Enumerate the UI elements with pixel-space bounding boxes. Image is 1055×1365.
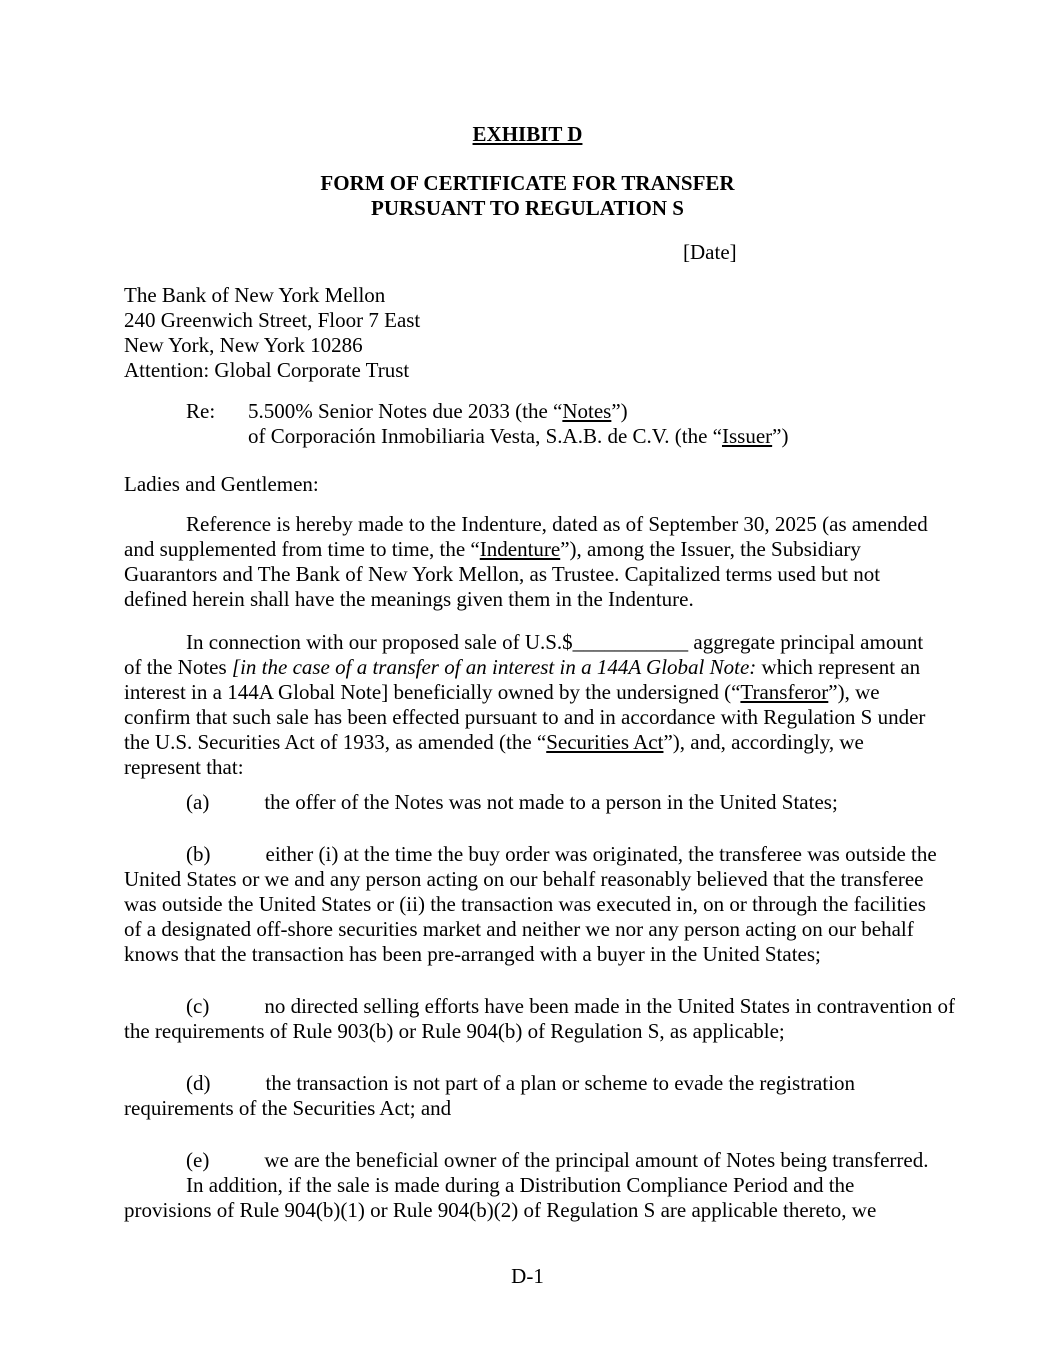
text-segment: Guarantors and The Bank of New York Mellon, as Trustee. Capitalized terms used but not [124, 562, 881, 586]
text-segment: (a) [186, 790, 210, 814]
text-segment: In addition, if the sale is made during a Distribution Compliance Period and the [186, 1173, 855, 1197]
form-title-line1: FORM OF CERTIFICATE FOR TRANSFER [320, 171, 735, 195]
list-item-b [124, 842, 1055, 967]
text-segment: the transaction is not part of a plan or scheme to evade the registration [265, 1071, 856, 1095]
text-segment: ”), we [828, 680, 880, 704]
form-title [124, 171, 931, 221]
form-title-line2: PURSUANT TO REGULATION S [371, 196, 684, 220]
text-segment: confirm that such sale has been effected pursuant to and in accordance with Regulation S under [124, 705, 926, 729]
text-segment: (c) [186, 994, 210, 1018]
address-line: 240 Greenwich Street, Floor 7 East [124, 308, 421, 332]
re-label: Re: [186, 399, 216, 423]
text-segment: Reference is hereby made to the Indenture, dated as of September 30, 2025 (as amended [186, 512, 928, 536]
text-segment: Securities Act [546, 730, 664, 754]
date-placeholder: [Date] [683, 240, 737, 264]
text-segment: requirements of the Securities Act; and [124, 1096, 452, 1120]
recipient-address [124, 283, 1055, 383]
text-segment: defined herein shall have the meanings given them in the Indenture. [124, 587, 694, 611]
exhibit-title: EXHIBIT D [472, 122, 583, 146]
text-segment: the U.S. Securities Act of 1933, as amended (the “ [124, 730, 547, 754]
text-segment: ”), and, accordingly, we [663, 730, 864, 754]
document-page [124, 122, 1055, 1223]
list-item-d [124, 1071, 1055, 1121]
paragraph-connection [124, 630, 1055, 780]
re-block [186, 399, 1055, 449]
text-segment: knows that the transaction has been pre-arranged with a buyer in the United States; [124, 942, 821, 966]
text-segment: (d) [186, 1071, 211, 1095]
text-segment: of a designated off-shore securities market and neither we nor any person acting on our behalf [124, 917, 914, 941]
text-segment: ”) [611, 399, 628, 423]
text-segment: Issuer [721, 424, 773, 448]
text-segment: we are the beneficial owner of the principal amount of Notes being transferred. [264, 1148, 929, 1172]
text-segment: of the Notes [124, 655, 232, 679]
text-segment: 5.500% Senior Notes due 2033 (the “ [248, 399, 563, 423]
list-item-c [124, 994, 1055, 1044]
text-segment: no directed selling efforts have been made in the United States in contravention of [264, 994, 955, 1018]
text-segment: of Corporación Inmobiliaria Vesta, S.A.B. de C.V. (the “ [248, 424, 722, 448]
text-segment: [in the case of a transfer of an interest in a 144A Global Note: [231, 655, 757, 679]
text-segment: (e) [186, 1148, 210, 1172]
paragraph-reference [124, 512, 1055, 612]
text-segment: either (i) at the time the buy order was originated, the transferee was outside the [265, 842, 937, 866]
text-segment: the requirements of Rule 903(b) or Rule 904(b) of Regulation S, as applicable; [124, 1019, 785, 1043]
text-segment: Notes [562, 399, 612, 423]
text-segment: United States or we and any person acting on our behalf reasonably believed that the transferee [124, 867, 924, 891]
text-segment: was outside the United States or (ii) the transaction was executed in, on or through the facilities [124, 892, 926, 916]
text-segment: Indenture [479, 537, 561, 561]
text-segment: the offer of the Notes was not made to a person in the United States; [264, 790, 838, 814]
text-segment: Transferor [740, 680, 829, 704]
text-segment: (b) [186, 842, 211, 866]
salutation: Ladies and Gentlemen: [124, 472, 319, 496]
text-segment: interest in a 144A Global Note] beneficially owned by the undersigned (“ [124, 680, 741, 704]
list-item-e [124, 1148, 1055, 1223]
text-segment: In connection with our proposed sale of U.S.$___________ aggregate principal amount [186, 630, 924, 654]
address-line: The Bank of New York Mellon [124, 283, 386, 307]
address-line: New York, New York 10286 [124, 333, 363, 357]
text-segment: and supplemented from time to time, the “ [124, 537, 480, 561]
text-segment: ”), among the Issuer, the Subsidiary [560, 537, 861, 561]
re-subject [248, 399, 1055, 449]
text-segment: provisions of Rule 904(b)(1) or Rule 904(b)(2) of Regulation S are applicable thereto, we [124, 1198, 877, 1222]
list-item-a [124, 790, 1055, 815]
address-line: Attention: Global Corporate Trust [124, 358, 410, 382]
text-segment: represent that: [124, 755, 244, 779]
text-segment: which represent an [756, 655, 921, 679]
page-number-footer: D-1 [511, 1264, 544, 1288]
text-segment: ”) [772, 424, 789, 448]
